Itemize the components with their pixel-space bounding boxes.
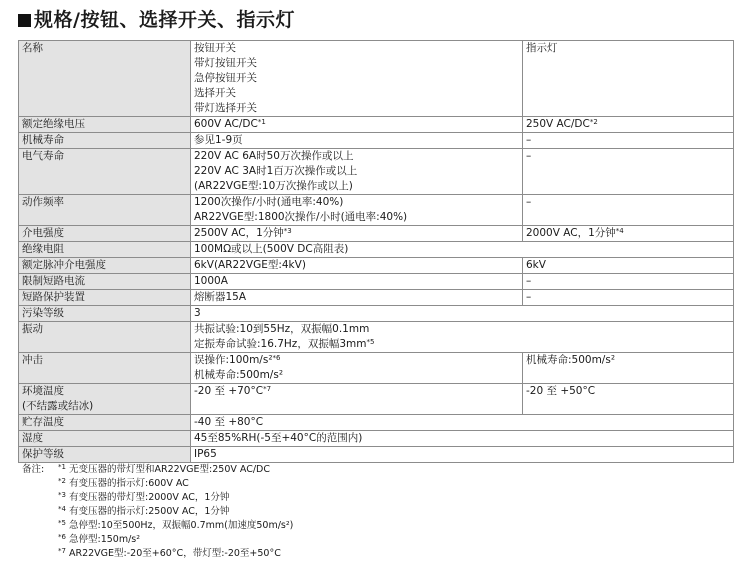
header-name-cell: 名称: [19, 41, 191, 117]
spec-name-cell: [19, 149, 191, 195]
indicator-value-cell: [523, 226, 734, 242]
cell-line: [526, 133, 730, 148]
spec-name-cell: [19, 415, 191, 431]
cell-line: [194, 242, 730, 257]
cell-line: [526, 117, 730, 132]
footnote-label: 备注:: [22, 464, 45, 475]
footnotes: [22, 463, 293, 561]
spec-value-cell: [191, 290, 523, 306]
spec-name: 额定脉冲介电强度: [22, 259, 106, 271]
cell-text: 3: [194, 307, 201, 319]
cell-line: [526, 226, 730, 241]
indicator-value-cell: [523, 195, 734, 226]
cell-text: 250V AC/DC: [526, 118, 590, 130]
indicator-value-cell: [523, 133, 734, 149]
spec-name: 贮存温度: [22, 416, 64, 428]
spec-name: 额定绝缘电压: [22, 118, 85, 130]
cell-text: –: [526, 196, 532, 208]
spec-name-cell: [19, 195, 191, 226]
spec-name-cell: [19, 133, 191, 149]
page-title-text: 规格/按钮、选择开关、指示灯: [34, 9, 295, 31]
cell-text: 机械寿命:500m/s²: [194, 369, 284, 381]
footnote-text: 急停型:150m/s²: [65, 534, 141, 545]
spec-value-cell: [191, 258, 523, 274]
spec-name-cell: [19, 447, 191, 463]
footnote-text: AR22VGE型:-20至+60°C，带灯型:-20至+50°C: [65, 548, 281, 559]
cell-line: [526, 274, 730, 289]
spec-value-cell: [191, 195, 523, 226]
spec-row: [19, 242, 734, 258]
cell-line: [194, 353, 519, 368]
footnote-mark: *2: [58, 477, 66, 485]
footnote-mark: *3: [58, 491, 66, 499]
cell-text: 误操作:100m/s²: [194, 354, 273, 366]
cell-line: [194, 210, 519, 225]
spec-name: 污染等级: [22, 307, 64, 319]
cell-text: AR22VGE型:1800次操作/小时(通电率:40%): [194, 211, 408, 223]
spec-name: 动作频率: [22, 196, 64, 208]
spec-row: [19, 195, 734, 226]
footnote-mark: *4: [615, 227, 624, 235]
spec-name: 振动: [22, 323, 43, 335]
footnote: [22, 491, 293, 505]
cell-line: [194, 133, 519, 148]
cell-line: [526, 353, 730, 368]
cell-line: [194, 226, 519, 241]
spec-row: [19, 274, 734, 290]
spec-row: [19, 384, 734, 415]
cell-line: [194, 117, 519, 132]
footnote-text: 有变压器的指示灯:2500V AC，1分钟: [65, 506, 230, 517]
spec-row: [19, 226, 734, 242]
spec-name-cell: [19, 384, 191, 415]
spec-name-cell: [19, 353, 191, 384]
cell-text: 220V AC 3A时1百万次操作或以上: [194, 165, 358, 177]
indicator-value-cell: [523, 117, 734, 133]
spec-value-cell: [191, 431, 734, 447]
spec-row: [19, 117, 734, 133]
spec-name: 短路保护装置: [22, 291, 85, 303]
cell-line: [194, 306, 730, 321]
spec-name: 电气寿命: [22, 150, 64, 162]
spec-value-cell: [191, 149, 523, 195]
cell-text: 参见1-9页: [194, 134, 243, 146]
footnote-mark: *5: [58, 519, 66, 527]
footnote: [22, 519, 293, 533]
cell-line: [194, 431, 730, 446]
cell-text: 600V AC/DC: [194, 118, 258, 130]
cell-text: 2000V AC，1分钟: [526, 227, 616, 239]
cell-text: 1000A: [194, 275, 228, 287]
spec-row: [19, 149, 734, 195]
indicator-value-cell: [523, 353, 734, 384]
footnote-mark: *1: [58, 463, 66, 471]
header-switch-cell: [191, 41, 523, 117]
cell-text: –: [526, 150, 532, 162]
footnote: [22, 505, 293, 519]
cell-text: (AR22VGE型:10万次操作或以上): [194, 180, 353, 192]
spec-value-cell: [191, 226, 523, 242]
spec-name: 保护等级: [22, 448, 64, 460]
cell-text: 机械寿命:500m/s²: [526, 354, 616, 366]
footnote-mark: *7: [263, 385, 272, 393]
spec-name: 限制短路电流: [22, 275, 85, 287]
header-row: [19, 41, 734, 117]
footnote: [22, 533, 293, 547]
cell-text: –: [526, 291, 532, 303]
spec-row: [19, 431, 734, 447]
footnote: [22, 547, 293, 561]
spec-value-cell: [191, 242, 734, 258]
indicator-value-cell: [523, 149, 734, 195]
cell-text: 定振寿命试验:16.7Hz，双振幅3mm: [194, 338, 367, 350]
spec-row: [19, 322, 734, 353]
cell-text: 220V AC 6A时50万次操作或以上: [194, 150, 354, 162]
indicator-value-cell: [523, 258, 734, 274]
indicator-value-cell: [523, 290, 734, 306]
footnote: [22, 463, 293, 477]
spec-name-cell: [19, 226, 191, 242]
footnote-mark: *6: [58, 533, 66, 541]
spec-value-cell: [191, 133, 523, 149]
spec-name: 绝缘电阻: [22, 243, 64, 255]
cell-line: [526, 290, 730, 305]
spec-name: 环境温度: [22, 385, 64, 397]
spec-name-cell: [19, 290, 191, 306]
spec-table: [18, 40, 734, 463]
spec-name-cell: [19, 431, 191, 447]
cell-line: [194, 258, 519, 273]
cell-text: 6kV(AR22VGE型:4kV): [194, 259, 306, 271]
footnote-mark: *5: [366, 338, 375, 346]
cell-line: [194, 149, 519, 164]
spec-name-cell: [19, 258, 191, 274]
footnote-text: 有变压器的指示灯:600V AC: [65, 478, 189, 489]
cell-text: 2500V AC，1分钟: [194, 227, 284, 239]
cell-line: [526, 384, 730, 399]
cell-text: -40 至 +80°C: [194, 416, 264, 428]
header-indicator-cell: 指示灯: [523, 41, 734, 117]
cell-line: [526, 195, 730, 210]
cell-line: [194, 274, 519, 289]
cell-text: -20 至 +50°C: [526, 385, 596, 397]
footnote-text: 有变压器的带灯型:2000V AC，1分钟: [65, 492, 230, 503]
footnote-mark: *2: [589, 118, 598, 126]
cell-line: [194, 384, 519, 399]
spec-row: [19, 415, 734, 431]
spec-name-cell: [19, 274, 191, 290]
cell-text: 1200次操作/小时(通电率:40%): [194, 196, 344, 208]
footnote-mark: *1: [257, 118, 266, 126]
spec-value-cell: [191, 117, 523, 133]
spec-row: [19, 353, 734, 384]
cell-line: [526, 258, 730, 273]
cell-line: [194, 368, 519, 383]
header-switch-type: 选择开关: [194, 87, 236, 99]
spec-name-cell: [19, 242, 191, 258]
cell-text: 100MΩ或以上(500V DC高阻表): [194, 243, 349, 255]
spec-name: 冲击: [22, 354, 43, 366]
cell-line: [194, 164, 519, 179]
spec-name-cell: [19, 322, 191, 353]
footnote-text: 无变压器的带灯型和AR22VGE型:250V AC/DC: [65, 464, 271, 475]
cell-text: 共振试验:10到55Hz，双振幅0.1mm: [194, 323, 370, 335]
footnote-mark: *6: [272, 354, 281, 362]
spec-row: [19, 447, 734, 463]
cell-line: [194, 337, 730, 352]
cell-text: –: [526, 275, 532, 287]
cell-line: [194, 179, 519, 194]
spec-value-cell: [191, 353, 523, 384]
spec-name: (不结露或结冰): [22, 400, 94, 412]
spec-value-cell: [191, 274, 523, 290]
footnote-mark: *4: [58, 505, 66, 513]
spec-value-cell: [191, 447, 734, 463]
indicator-value-cell: [523, 274, 734, 290]
spec-row: [19, 258, 734, 274]
spec-row: [19, 306, 734, 322]
spec-value-cell: [191, 322, 734, 353]
footnote-mark: *7: [58, 547, 66, 555]
cell-line: [194, 415, 730, 430]
spec-name-cell: [19, 117, 191, 133]
spec-name: 湿度: [22, 432, 43, 444]
spec-name: 机械寿命: [22, 134, 64, 146]
cell-text: IP65: [194, 448, 217, 460]
header-switch-type: 按钮开关: [194, 42, 236, 54]
indicator-value-cell: [523, 384, 734, 415]
cell-text: –: [526, 134, 532, 146]
footnote-mark: *3: [283, 227, 292, 235]
cell-text: 6kV: [526, 259, 546, 271]
cell-text: 熔断器15A: [194, 291, 247, 303]
spec-value-cell: [191, 384, 523, 415]
cell-text: -20 至 +70°C: [194, 385, 264, 397]
cell-line: [194, 447, 730, 462]
cell-text: 45至85%RH(-5至+40°C的范围内): [194, 432, 363, 444]
spec-row: [19, 290, 734, 306]
header-switch-type: 带灯选择开关: [194, 102, 257, 114]
spec-row: [19, 133, 734, 149]
spec-name: 介电强度: [22, 227, 64, 239]
cell-line: [526, 149, 730, 164]
spec-value-cell: [191, 306, 734, 322]
spec-value-cell: [191, 415, 734, 431]
header-switch-type: 急停按钮开关: [194, 72, 257, 84]
cell-line: [194, 322, 730, 337]
page-title: [18, 6, 295, 34]
square-bullet-icon: [18, 14, 31, 27]
footnote-text: 急停型:10至500Hz，双振幅0.7mm(加速度50m/s²): [65, 520, 294, 531]
cell-line: [194, 195, 519, 210]
spec-name-cell: [19, 306, 191, 322]
header-switch-type: 带灯按钮开关: [194, 57, 257, 69]
footnote: [22, 477, 293, 491]
cell-line: [194, 290, 519, 305]
